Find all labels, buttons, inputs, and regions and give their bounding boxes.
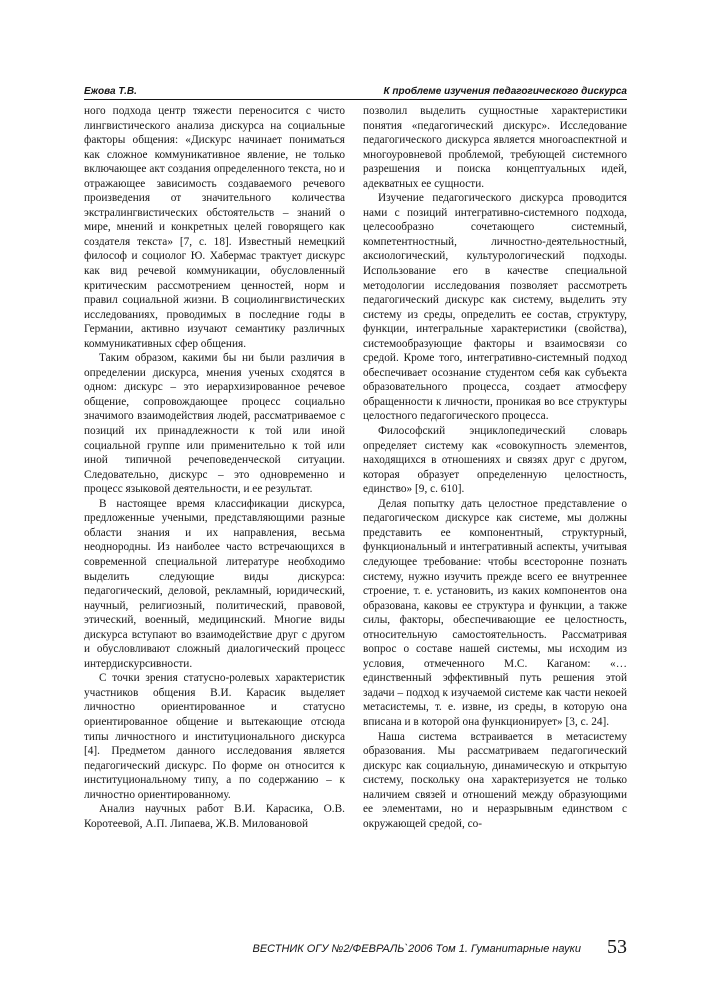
- paragraph: Изучение педагогического дискурса проводится нами с позиций интегративно-системного подхода, целесообразно сочетающего системный, компетентностный, личностно-деятельностный, аксиологический, культурологический подходы. Использование его в качестве специальной методологии исследования позволяет рассмотреть педагогический дискурс как систему, выделить эту систему из среды, определить ее состав, структуру, функции, интегральные характеристики (свойства), системообразующие факторы и взаимосвязи со средой. Кроме того, интегративно-системный подход обеспечивает осознание студентом себя как субъекта образовательного процесса, создает атмосферу обращенности к личности, проникая во все структуры целостного педагогического процесса.: [363, 192, 627, 423]
- left-column: [84, 104, 345, 831]
- page-number: 53: [607, 936, 627, 958]
- paragraph: ного подхода центр тяжести переносится с чисто лингвистического анализа дискурса на социальные факторы общения: «Дискурс начинает пониматься как сложное коммуникативное явление, не только включающее акт создания определенного текста, но и отражающее зависимость создаваемого речевого произведения от значительного количества экстралингвистических обстоятельств – знаний о мире, мнений и конкретных целей говорящего как создателя текста» [7, с. 18]. Известный немецкий философ и социолог Ю. Хабермас трактует дискурс как вид речевой коммуникации, обусловленный критическим рассмотрением ценностей, норм и правил социальной жизни. В социолингвистических исследованиях, проводимых в последние годы в Германии, активно изучают семантику различных коммуникативных сфер общения.: [84, 105, 345, 350]
- paragraph: Делая попытку дать целостное представление о педагогическом дискурсе как системе, мы должны представить ее компонентный, структурный, функциональный и интегративный аспекты, учитывая следующее требование: чтобы всесторонне познать систему, нужно изучить прежде всего ее внутреннее строение, т. е. установить, из каких компонентов она образована, каковы ее структура и функции, а также силы, факторы, обеспечивающие ее целостность, относительную самостоятельность. Рассматривая вопрос о составе нашей системы, мы исходим из условия, отмеченного М.С. Каганом: «…единственный эффективный путь решения этой задачи – подход к изучаемой системе как части некоей метасистемы, т. е. извне, из среды, в которую она вписана и в которой она функционирует» [3, с. 24].: [363, 497, 627, 728]
- paragraph: С точки зрения статусно-ролевых характеристик участников общения В.И. Карасик выделяет личностно ориентированное и статусно ориентированное общение и вытекающие отсюда типы личностного и институционального дискурса [4]. Предметом данного исследования является педагогический дискурс. По форме он относится к институциональному типу, а по содержанию – к личностно ориентированному.: [84, 672, 345, 801]
- paragraph: Таким образом, какими бы ни были различия в определении дискурса, мнения ученых сходятся в одном: дискурс – это иерархизированное речевое общение, сопровождающее процесс социально значимого взаимодействия людей, рассматриваемое с позиций их принадлежности к той или иной социальной группе или применительно к той или иной типичной речеповеденческой ситуации. Следовательно, дискурс – это одновременно и процесс языковой деятельности, и ее результат.: [84, 352, 345, 496]
- header-author: Ежова Т.В.: [84, 86, 137, 97]
- header-rule: [84, 99, 627, 100]
- paragraph: В настоящее время классификации дискурса, предложенные учеными, представляющими разные области знания и их направления, весьма неоднородны. Из наиболее часто встречающихся в современной специальной литературе необходимо выделить следующие виды дискурса: педагогический, деловой, рекламный, юридический, научный, религиозный, политический, правовой, этический, военный, медицинский. Многие виды дискурса вступают во взаимодействие друг с другом и обусловливают сложный диалогический процесс интердискурсивности.: [84, 497, 345, 670]
- header-article-title: К проблеме изучения педагогического дискурса: [383, 86, 627, 97]
- running-header: [84, 84, 627, 100]
- paragraph: позволил выделить сущностные характеристики понятия «педагогический дискурс». Исследование педагогического дискурса является многоаспектной и многоуровневой проблемой, требующей системного разрешения и поиска концептуальных идей, адекватных ее сущности.: [363, 105, 627, 190]
- right-column: [363, 104, 627, 831]
- paragraph: Философский энциклопедический словарь определяет систему как «совокупность элементов, находящихся в отношениях и связях друг с другом, которая образует определенную целостность, единство» [9, с. 610].: [363, 425, 627, 496]
- page-footer: [200, 935, 627, 959]
- footer-journal-title: ВЕСТНИК ОГУ №2/ФЕВРАЛЬ`2006 Том 1. Гуманитарные науки: [252, 943, 581, 955]
- paragraph: Наша система встраивается в метасистему образования. Мы рассматриваем педагогический дискурс как социальную, динамическую и открытую систему, поскольку она характеризуется не только наличием связей и отношений между образующими ее элементами, но и неразрывным единством с окружающей средой, со-: [363, 730, 627, 830]
- paragraph: Анализ научных работ В.И. Карасика, О.В. Коротеевой, А.П. Липаева, Ж.В. Миловановой: [84, 803, 345, 830]
